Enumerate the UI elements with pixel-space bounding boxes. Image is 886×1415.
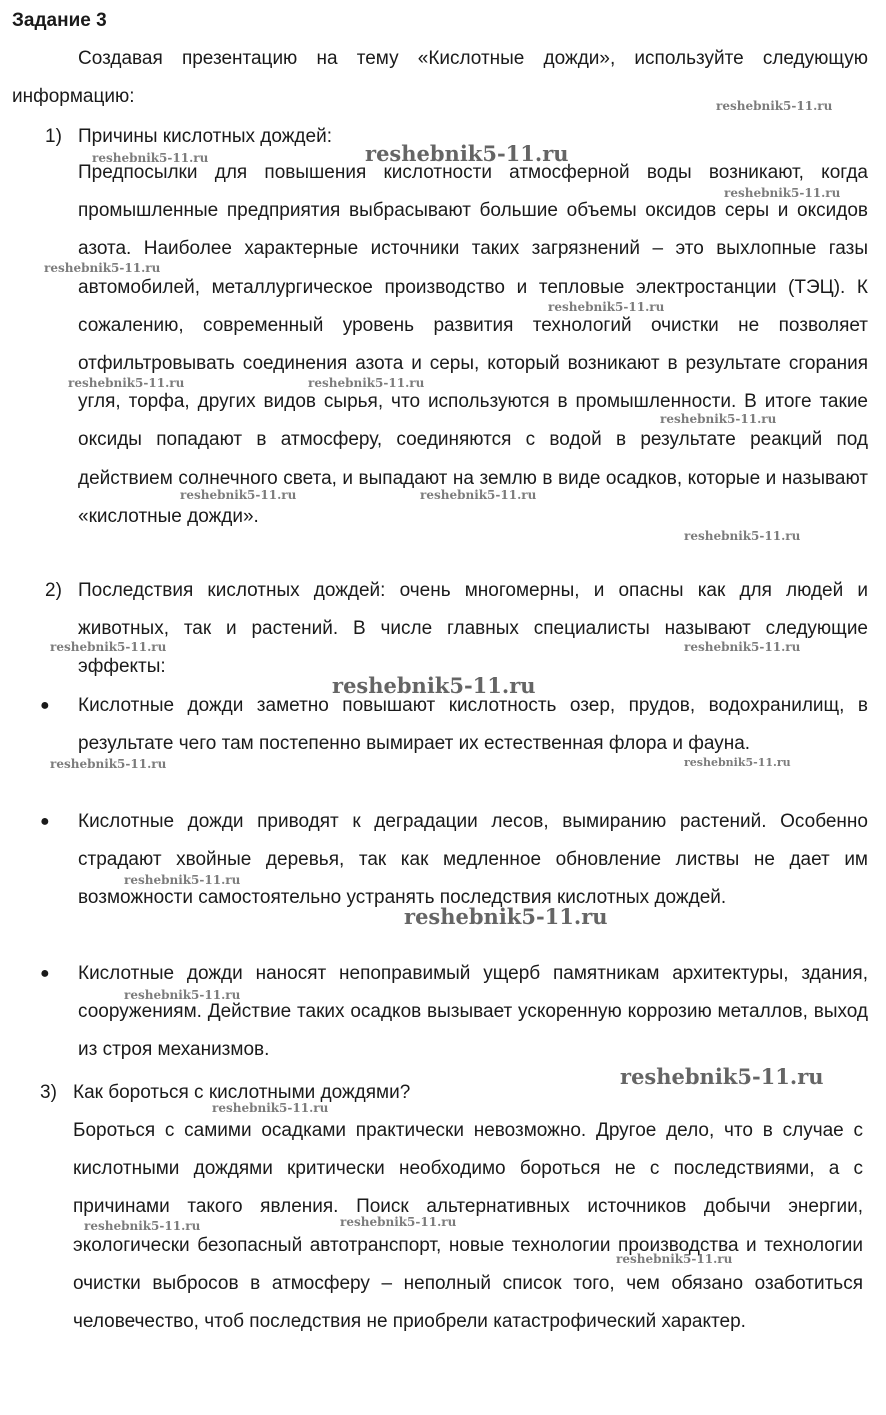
watermark: reshebnik5-11.ru: [620, 1064, 824, 1089]
bullet-2-marker: ●: [40, 813, 50, 830]
section-3-number: 3): [40, 1082, 57, 1103]
task-title: Задание 3: [12, 10, 107, 31]
watermark: reshebnik5-11.ru: [660, 412, 777, 426]
section-1-body: Предпосылки для повышения кислотности атмосферной воды возникают, когда промышленные предприятия выбрасывают большие объемы оксидов серы и оксидов азота. Наиболее характерные источники таких загрязнений – это выхлопные газы автомобилей, металлургическое производство и тепловые электростанции (ТЭЦ). К сожалению, современный уровень развития технологий очистки не позволяет отфильтровывать соединения азота и серы, который возникают в результате сгорания угля, торфа, других видов сырья, что используются в промышленности. В итоге такие оксиды попадают в атмосферу, соединяются с водой в результате реакций под действием солнечного света, и выпадают на землю в виде осадков, которые и называют «кислотные дожди».: [78, 162, 868, 527]
watermark: reshebnik5-11.ru: [724, 186, 841, 200]
watermark: reshebnik5-11.ru: [180, 488, 297, 502]
watermark: reshebnik5-11.ru: [68, 376, 185, 390]
bullet-1-text: Кислотные дожди заметно повышают кислотность озер, прудов, водохранилищ, в результате чего там постепенно вымирает их естественная флора и фауна.: [78, 695, 868, 755]
watermark: reshebnik5-11.ru: [616, 1252, 733, 1266]
bullet-3-marker: ●: [40, 965, 50, 982]
watermark: reshebnik5-11.ru: [420, 488, 537, 502]
bullet-2-text: Кислотные дожди приводят к деградации лесов, вымиранию растений. Особенно страдают хвойные деревья, так как медленное обновление листвы не дает им возможности самостоятельно устранять последствия кислотных дождей.: [78, 811, 868, 909]
bullet-3-text: Кислотные дожди наносят непоправимый ущерб памятникам архитектуры, здания, сооружениям. Действие таких осадков вызывает ускоренную коррозию металлов, выход из строя механизмов.: [78, 963, 868, 1061]
watermark: reshebnik5-11.ru: [84, 1219, 201, 1233]
watermark: reshebnik5-11.ru: [548, 300, 665, 314]
watermark: reshebnik5-11.ru: [684, 529, 801, 543]
section-2-text: Последствия кислотных дождей: очень многомерны, и опасны как для людей и животных, так и растений. В числе главных специалисты называют следующие эффекты:: [78, 580, 868, 678]
watermark: reshebnik5-11.ru: [332, 673, 536, 698]
section-3-body: Бороться с самими осадками практически невозможно. Другое дело, что в случае с кислотными дождями критически необходимо бороться не с последствиями, а с причинами такого явления. Поиск альтернативных источников добычи энергии, экологически безопасный автотранспорт, новые технологии производства и технологии очистки выбросов в атмосферу – неполный список того, чем обязано озаботиться человечество, чтоб последствия не приобрели катастрофический характер.: [73, 1120, 863, 1333]
bullet-1-marker: ●: [40, 697, 50, 714]
watermark: reshebnik5-11.ru: [340, 1215, 457, 1229]
watermark: reshebnik5-11.ru: [308, 376, 425, 390]
intro-paragraph: Создавая презентацию на тему «Кислотные дожди», используйте следующую информацию:: [12, 48, 868, 108]
watermark: reshebnik5-11.ru: [44, 261, 161, 275]
watermark: reshebnik5-11.ru: [365, 141, 569, 166]
section-3-heading: Как бороться с кислотными дождями?: [73, 1082, 411, 1103]
watermark: reshebnik5-11.ru: [684, 640, 801, 654]
watermark: reshebnik5-11.ru: [124, 988, 241, 1002]
watermark: reshebnik5-11.ru: [50, 640, 167, 654]
watermark: reshebnik5-11.ru: [124, 873, 241, 887]
watermark: reshebnik5-11.ru: [716, 99, 833, 113]
watermark: reshebnik5-11.ru: [92, 151, 209, 165]
section-1-number: 1): [45, 126, 62, 147]
watermark: reshebnik5-11.ru: [50, 757, 167, 771]
watermark: reshebnik5-11.ru: [404, 904, 608, 929]
section-2-number: 2): [45, 580, 62, 601]
watermark: reshebnik5-11.ru: [212, 1101, 329, 1115]
section-1-heading: Причины кислотных дождей:: [78, 126, 332, 147]
watermark: reshebnik5-11.ru: [684, 756, 791, 769]
